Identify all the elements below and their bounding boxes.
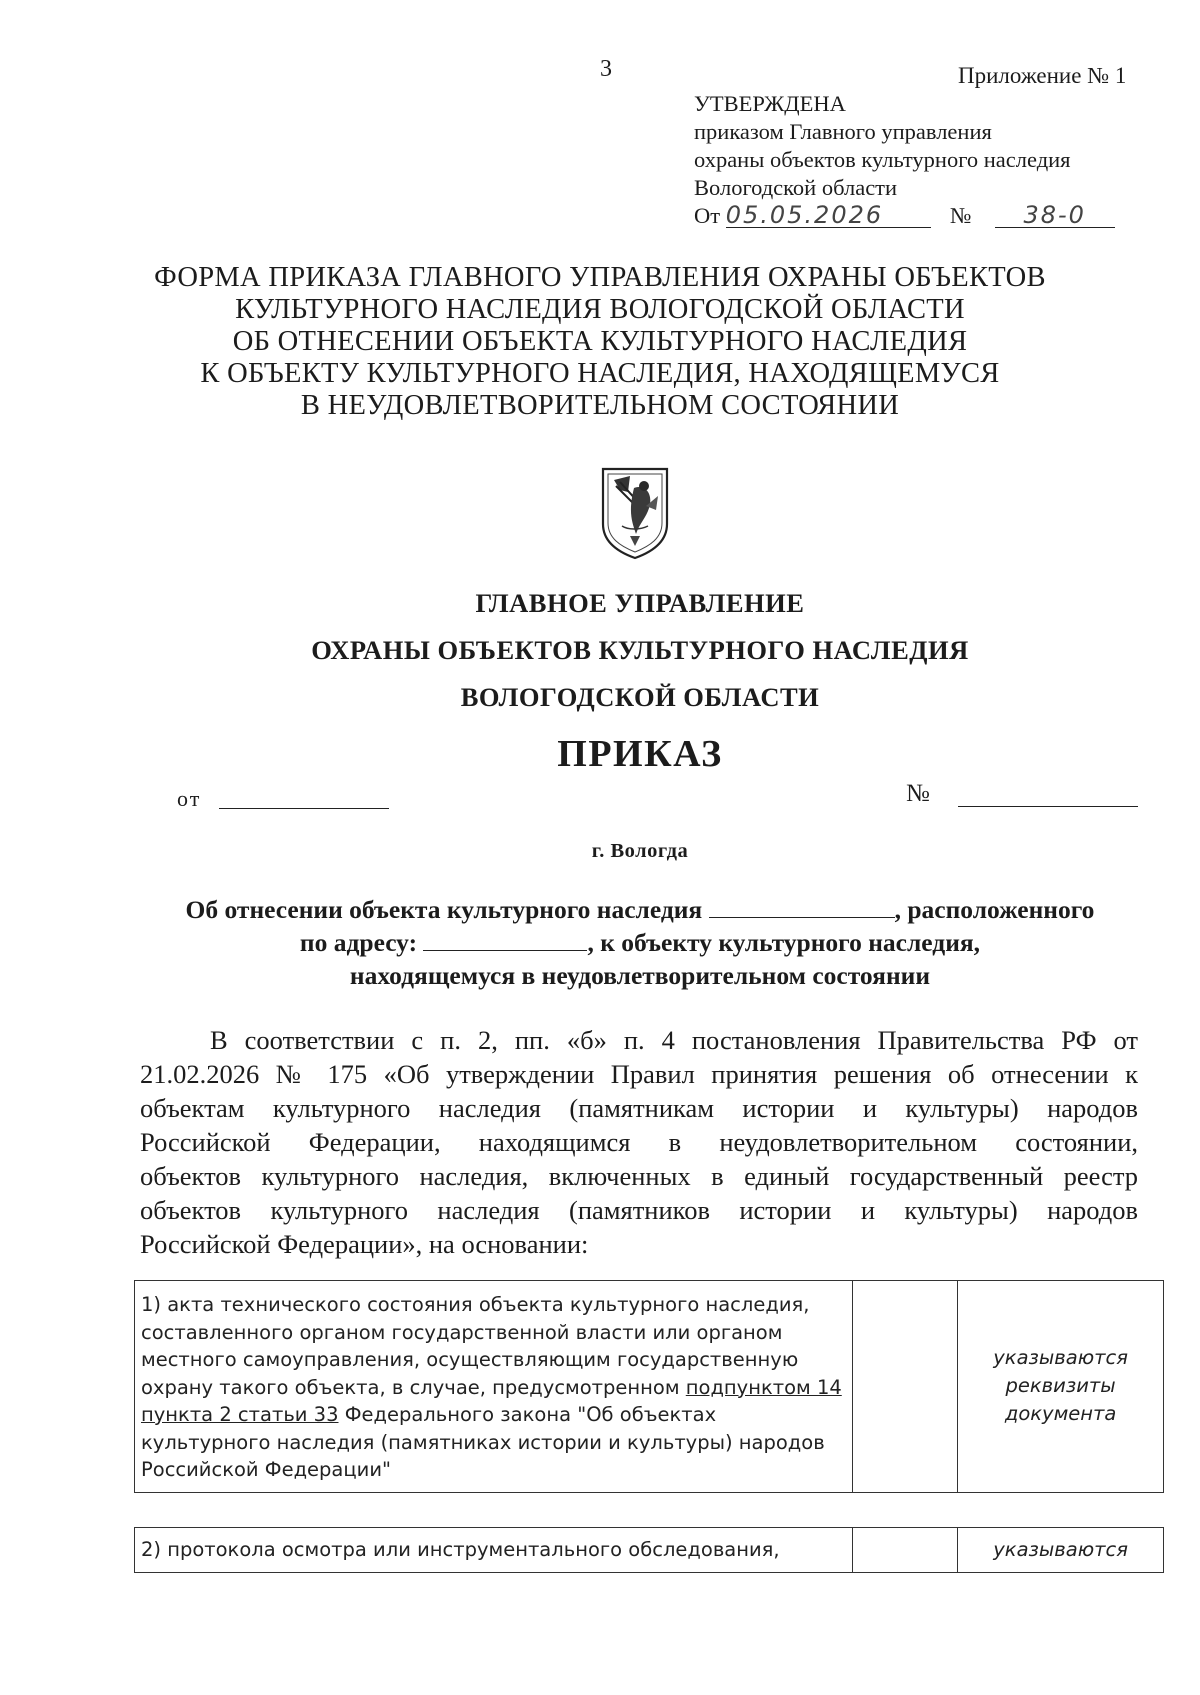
basis-table-row-2 bbox=[134, 1527, 1164, 1573]
empty-cell bbox=[853, 1281, 958, 1493]
order-number-label: № bbox=[906, 780, 930, 807]
form-title-line: ОБ ОТНЕСЕНИИ ОБЪЕКТА КУЛЬТУРНОГО НАСЛЕДИЯ bbox=[232, 326, 968, 357]
address-blank bbox=[423, 950, 587, 951]
basis-table-row-1 bbox=[134, 1280, 1164, 1493]
table-row bbox=[135, 1528, 1164, 1573]
body-line: 21.02.2026 № 175 «Об утверждении Правил принятия решения об отнесении к bbox=[140, 1059, 1138, 1089]
body-line: объектам культурного наследия (памятникам истории и культуры) народов bbox=[140, 1093, 1138, 1123]
approved-by-line: охраны объектов культурного наследия bbox=[694, 147, 1071, 172]
approval-number-label: № bbox=[949, 203, 972, 228]
form-title-line: В НЕУДОВЛЕТВОРИТЕЛЬНОМ СОСТОЯНИИ bbox=[300, 390, 900, 421]
approval-date-value: 05.05.2026 bbox=[725, 201, 884, 229]
table-row bbox=[135, 1281, 1164, 1493]
requisites-note-cell bbox=[958, 1281, 1164, 1493]
body-line: объектов культурного наследия (памятников истории и культуры) народов bbox=[140, 1195, 1138, 1225]
body-line: В соответствии с п. 2, пп. «б» п. 4 постановления Правительства РФ от bbox=[210, 1025, 1138, 1055]
body-line: объектов культурного наследия, включенных в единый государственный реестр bbox=[140, 1161, 1138, 1191]
requisites-note-line: документа bbox=[1004, 1402, 1117, 1426]
order-title-text: , к объекту культурного наследия, bbox=[587, 928, 981, 957]
requisites-note-line: указываются bbox=[993, 1346, 1128, 1370]
order-title-line bbox=[120, 926, 1160, 959]
document-type-heading: ПРИКАЗ bbox=[557, 733, 723, 775]
order-date-label: от bbox=[177, 786, 202, 811]
appendix-label: Приложение № 1 bbox=[958, 63, 1127, 88]
page-number: 3 bbox=[600, 56, 612, 82]
approval-block bbox=[694, 90, 1115, 230]
body-line: Российской Федерации», на основании: bbox=[140, 1229, 589, 1259]
order-number-blank bbox=[958, 806, 1138, 807]
order-title-text: Об отнесении объекта культурного наследия bbox=[185, 895, 703, 924]
basis-description-cell bbox=[135, 1528, 853, 1573]
form-title-line: КУЛЬТУРНОГО НАСЛЕДИЯ ВОЛОГОДСКОЙ ОБЛАСТИ bbox=[235, 294, 965, 325]
law-reference-link[interactable]: подпунктом 14 пункта 2 статьи 33 bbox=[141, 1375, 842, 1426]
approval-date-label: От bbox=[694, 203, 721, 228]
organization-line: ОХРАНЫ ОБЪЕКТОВ КУЛЬТУРНОГО НАСЛЕДИЯ bbox=[311, 635, 969, 665]
city-label: г. Вологда bbox=[591, 840, 689, 862]
organization-line: ГЛАВНОЕ УПРАВЛЕНИЕ bbox=[475, 588, 805, 618]
basis-description-text: 1) акта технического состояния объекта культурного наследия, составленного органом государственной власти или органом местного самоуправления, осуществляющим государственную охрану такого объекта, в случае, предусмотренном bbox=[141, 1293, 810, 1399]
organization-line: ВОЛОГОДСКОЙ ОБЛАСТИ bbox=[460, 682, 820, 712]
form-title bbox=[120, 262, 1080, 422]
approved-by-line: приказом Главного управления bbox=[694, 119, 992, 144]
body-paragraph bbox=[140, 1023, 1138, 1261]
approval-number-field bbox=[995, 201, 1115, 229]
body-line: Российской Федерации, находящимся в неудовлетворительном состоянии, bbox=[140, 1127, 1138, 1157]
order-title-line: находящемуся в неудовлетворительном состоянии bbox=[349, 961, 931, 990]
order-title-line bbox=[120, 893, 1160, 926]
approval-date-field bbox=[725, 201, 931, 229]
approval-number-value: 38-0 bbox=[1023, 201, 1086, 229]
approval-date-number-line bbox=[694, 202, 1115, 230]
order-title bbox=[120, 893, 1160, 992]
requisites-note-line: указываются bbox=[993, 1537, 1128, 1561]
order-title-text: , расположенного bbox=[894, 895, 1095, 924]
basis-description-cell bbox=[135, 1281, 853, 1493]
empty-cell bbox=[853, 1528, 958, 1573]
order-date-blank bbox=[219, 808, 389, 809]
order-title-text: по адресу: bbox=[299, 928, 418, 957]
requisites-note-cell bbox=[958, 1528, 1164, 1573]
object-name-blank bbox=[709, 917, 895, 918]
basis-description-text: 2) протокола осмотра или инструментального обследования, bbox=[141, 1538, 780, 1561]
basis-description-text: Федерального закона "Об объектах культурного наследия (памятниках истории и культуры) народов Российской Федерации" bbox=[141, 1403, 825, 1481]
requisites-note-line: реквизиты bbox=[1005, 1374, 1116, 1398]
form-title-line: ФОРМА ПРИКАЗА ГЛАВНОГО УПРАВЛЕНИЯ ОХРАНЫ ОБЪЕКТОВ bbox=[154, 262, 1046, 293]
form-title-line: К ОБЪЕКТУ КУЛЬТУРНОГО НАСЛЕДИЯ, НАХОДЯЩЕМУСЯ bbox=[200, 358, 1000, 389]
approved-by-line: Вологодской области bbox=[694, 175, 898, 200]
approved-heading: УТВЕРЖДЕНА bbox=[694, 91, 846, 116]
coat-of-arms-emblem bbox=[600, 466, 670, 560]
